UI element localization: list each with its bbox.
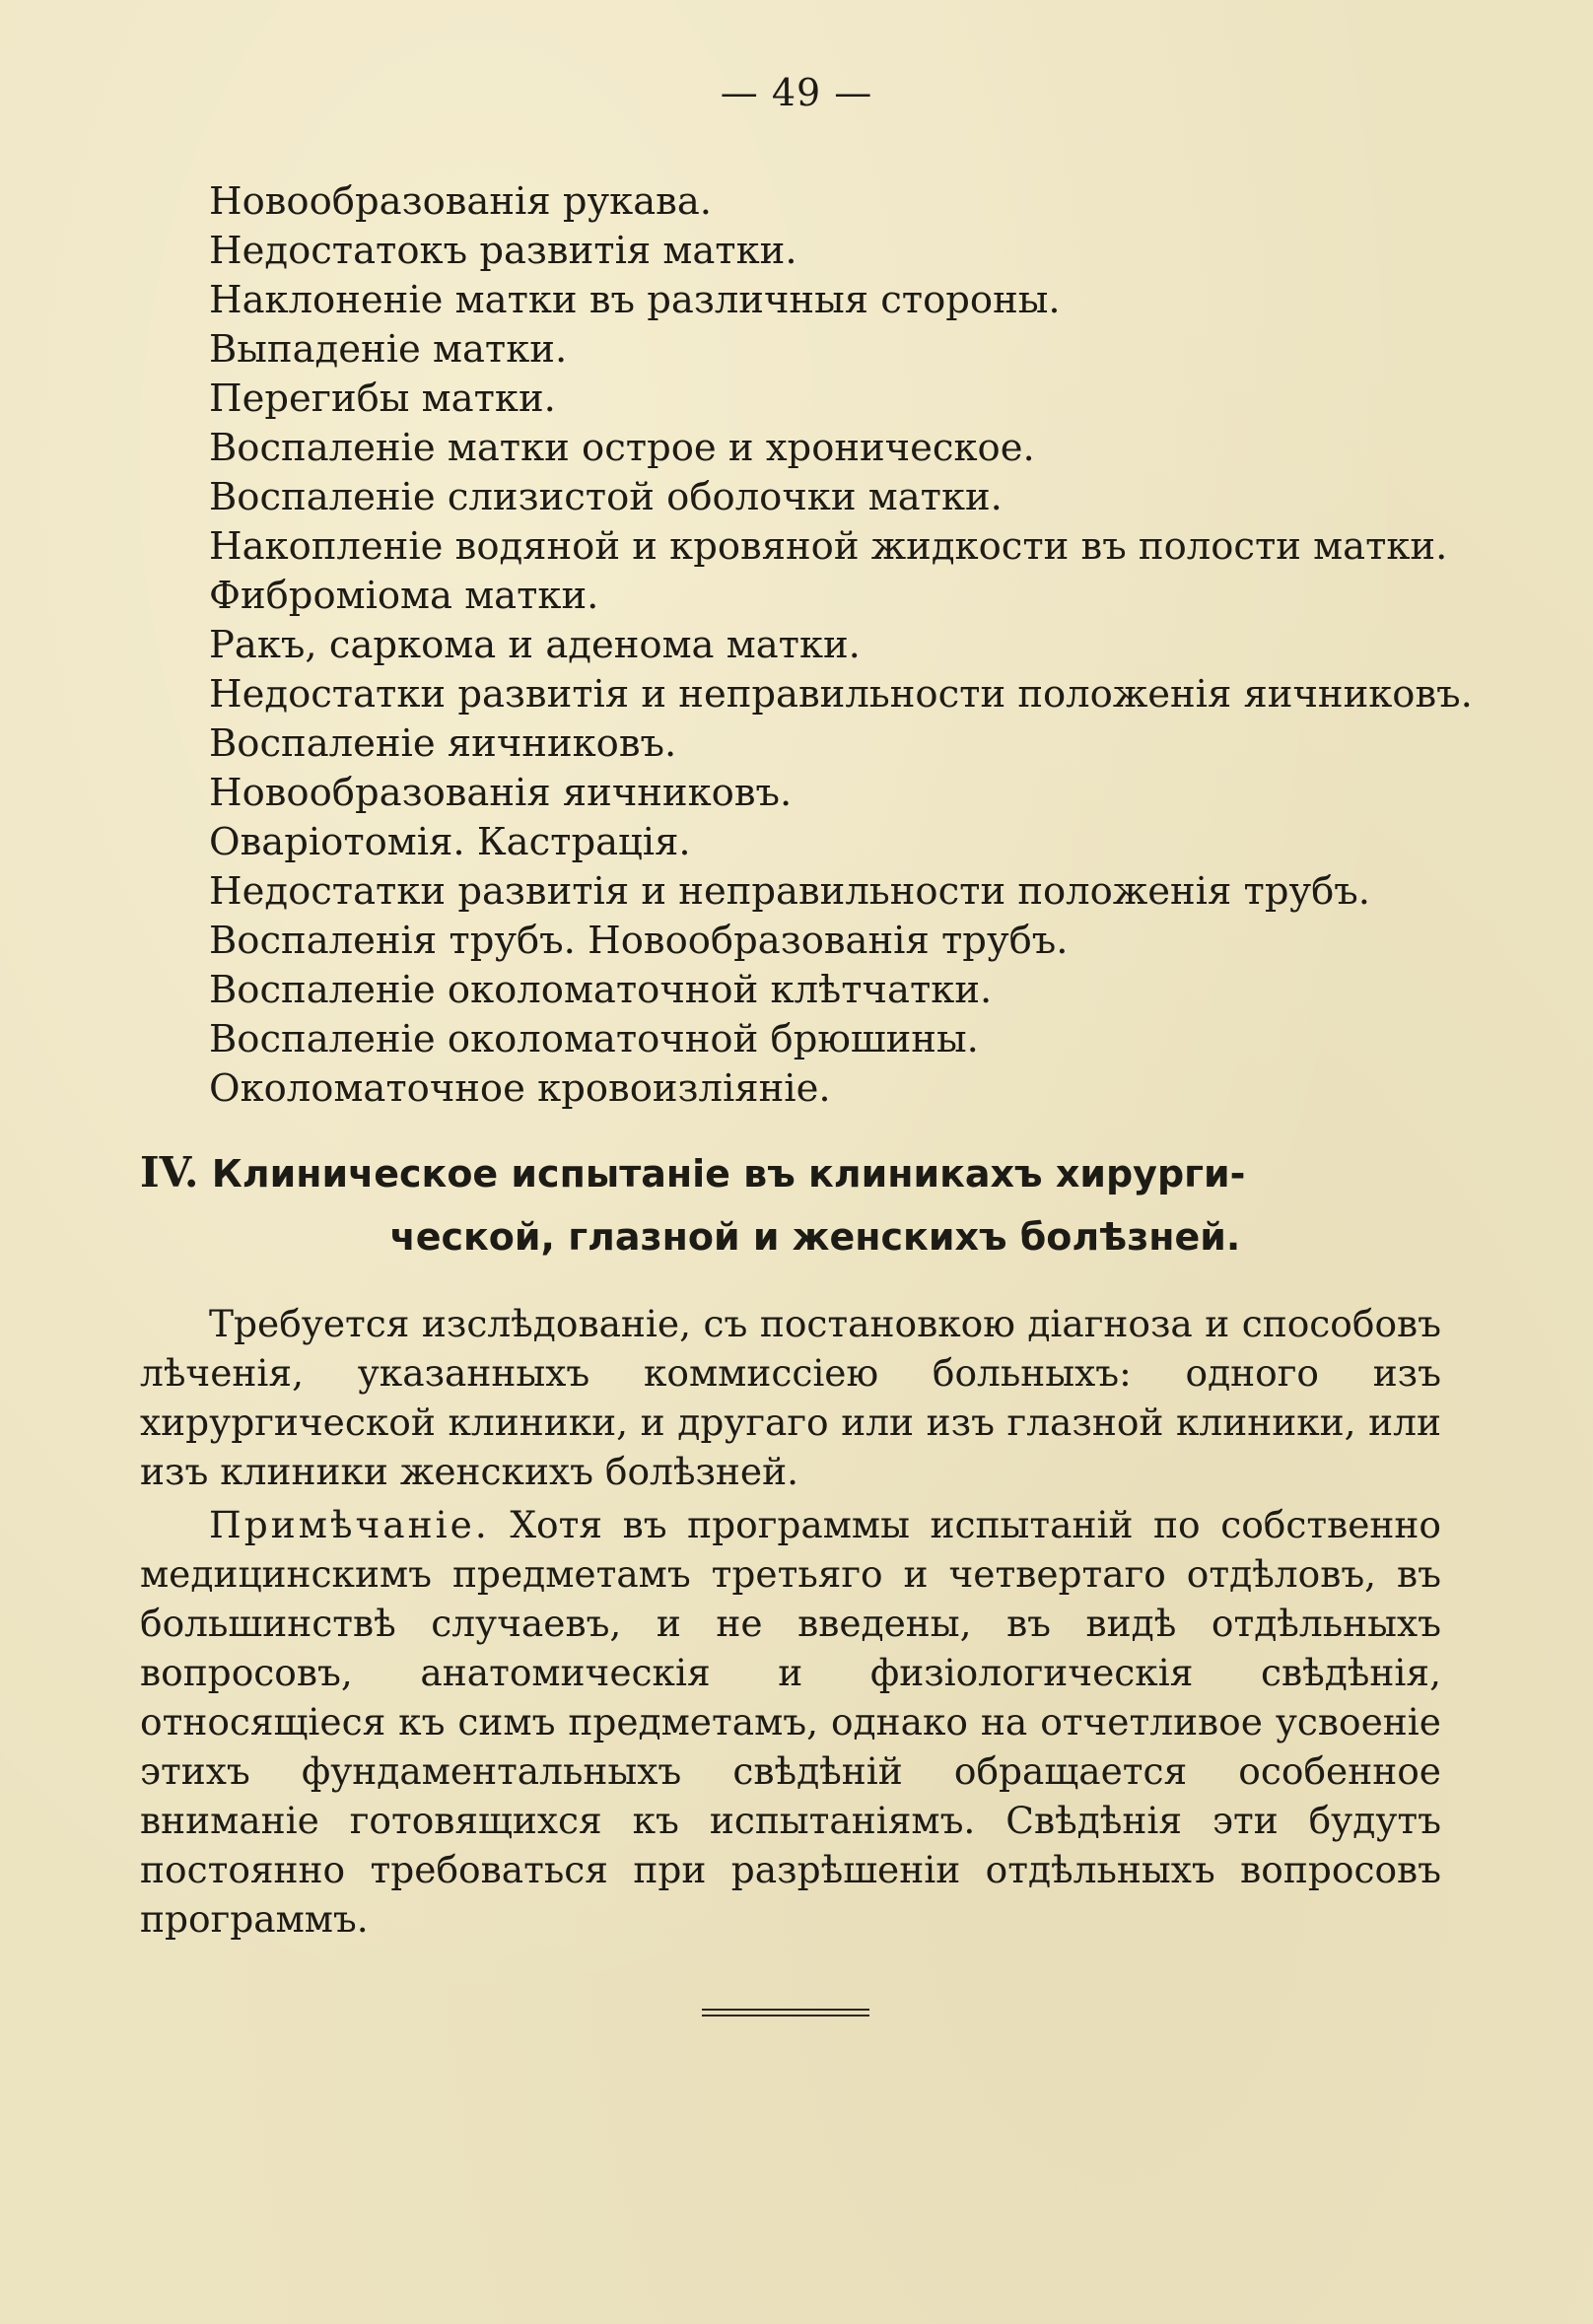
section-title-part-2: ческой, глазной и женскихъ болѣзней.	[389, 1215, 1241, 1259]
paragraph-note	[140, 1500, 1441, 1944]
topic-list	[209, 177, 1481, 1114]
list-item: Новообразованія рукава.	[209, 179, 713, 224]
list-item: Новообразованія яичниковъ.	[209, 771, 793, 815]
note-text: Хотя въ программы испытаній по собственно медицинскимъ предметамъ третьяго и четвертаго отдѣловъ, въ большинствѣ случаевъ, и не введены, въ видѣ отдѣльныхъ вопросовъ, анатомическія и физіологическія свѣдѣнія, относящіеся къ симъ предметамъ, однако на отчетливое усвоеніе этихъ фундаментальныхъ свѣдѣній обращается особенное вниманіе готовящихся къ испытаніямъ. Свѣдѣнія эти будутъ постоянно требоваться при разрѣшеніи отдѣльныхъ вопросовъ программъ.	[140, 1503, 1441, 1941]
note-label: Примѣчаніе.	[209, 1503, 490, 1546]
list-item: Воспаленіе околоматочной клѣтчатки.	[209, 968, 993, 1012]
list-item: Воспаленіе слизистой оболочки матки.	[209, 475, 1003, 519]
list-item: Фиброміома матки.	[209, 574, 599, 618]
separator-rule-bottom	[702, 2015, 869, 2016]
list-item: Недостатки развитія и неправильности положенія яичниковъ.	[209, 672, 1473, 717]
list-item: Воспаленіе яичниковъ.	[209, 721, 677, 766]
end-separator	[702, 2009, 869, 2018]
list-item: Воспаленія трубъ. Новообразованія трубъ.	[209, 919, 1069, 963]
section-heading	[140, 1141, 1451, 1268]
list-item: Оваріотомія. Кастрація.	[209, 820, 691, 864]
list-item: Воспаленіе матки острое и хроническое.	[209, 426, 1035, 470]
list-item: Недостатокъ развитія матки.	[209, 229, 797, 273]
section-title-part-1: Клиническое испытаніе въ клиникахъ хирурги-	[211, 1152, 1246, 1196]
body-text	[140, 1299, 1441, 1948]
list-item: Недостатки развитія и неправильности положенія трубъ.	[209, 869, 1371, 914]
list-item: Околоматочное кровоизліяніе.	[209, 1066, 831, 1111]
paragraph-requirements: Требуется изслѣдованіе, съ постановкою діагноза и способовъ лѣченія, указанныхъ коммиссіею больныхъ: одного изъ хирургической клиники, и другаго или изъ глазной клиники, или изъ клиники женскихъ болѣзней.	[140, 1302, 1441, 1493]
list-item: Воспаленіе околоматочной брюшины.	[209, 1017, 979, 1061]
list-item: Перегибы матки.	[209, 376, 556, 421]
list-item: Наклоненіе матки въ различныя стороны.	[209, 278, 1061, 322]
list-item: Накопленіе водяной и кровяной жидкости въ полости матки.	[209, 524, 1448, 569]
section-numeral: IV.	[140, 1148, 199, 1196]
separator-rule-top	[702, 2009, 869, 2011]
page-number: — 49 —	[720, 71, 873, 114]
list-item: Выпаденіе матки.	[209, 327, 568, 372]
list-item: Ракъ, саркома и аденома матки.	[209, 623, 861, 667]
section-heading-line-1	[140, 1141, 1451, 1205]
